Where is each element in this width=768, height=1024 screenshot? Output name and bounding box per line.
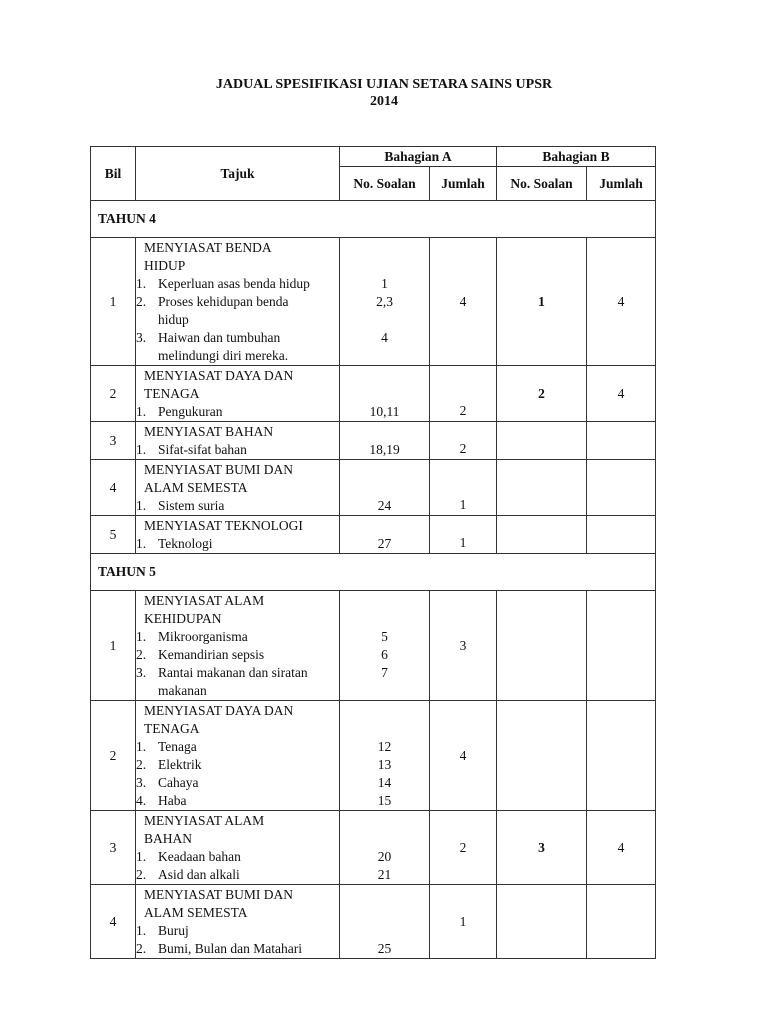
jumlah-b-cell (587, 885, 656, 959)
jumlah-b-cell (587, 422, 656, 460)
spacer (340, 702, 429, 720)
subtopic-number: 2. (136, 941, 147, 956)
no-soalan-b-cell (497, 516, 587, 554)
no-soalan-a-cell (340, 422, 430, 460)
subtopic-item (136, 792, 339, 810)
subtopic-item (136, 664, 339, 700)
no-soalan-a-cell (340, 238, 430, 366)
subtopic-item (136, 535, 339, 553)
subtopic-text: Proses kehidupan benda (158, 294, 289, 309)
tajuk-cell (136, 516, 340, 554)
header-jumlah-b: Jumlah (587, 167, 656, 201)
subtopic-text: Teknologi (158, 536, 213, 551)
topic-heading-line: MENYIASAT TEKNOLOGI (144, 518, 303, 533)
header-bahagian-b: Bahagian B (497, 147, 656, 167)
subtopic-number: 1. (136, 536, 147, 551)
section-row (91, 554, 656, 591)
question-number: 7 (381, 665, 388, 680)
bil-cell: 1 (91, 238, 136, 366)
subtopic-number: 2. (136, 294, 147, 309)
jumlah-b-cell: 4 (587, 366, 656, 422)
tajuk-cell (136, 701, 340, 811)
subtopic-number: 2. (136, 757, 147, 772)
subtopic-number: 1. (136, 849, 147, 864)
subtopic-number: 3. (136, 665, 147, 680)
spacer (340, 812, 429, 830)
tajuk-cell (136, 422, 340, 460)
subtopic-text: melindungi diri mereka. (158, 348, 289, 363)
topic-heading-line: MENYIASAT DAYA DAN (144, 368, 294, 383)
section-label: TAHUN 5 (91, 554, 656, 591)
question-number: 15 (377, 793, 392, 808)
document-year: 2014 (370, 94, 398, 109)
subtopic-number: 2. (136, 647, 147, 662)
spacer (340, 682, 429, 700)
subtopic-number: 4. (136, 793, 147, 808)
subtopic-text: Cahaya (158, 775, 199, 790)
question-number: 1 (381, 276, 388, 291)
topic-row (91, 591, 656, 701)
subtopic-text: hidup (158, 312, 189, 327)
spacer (340, 886, 429, 904)
question-number: 14 (377, 775, 392, 790)
subtopic-number: 3. (136, 775, 147, 790)
spacer (340, 347, 429, 365)
jumlah-b-cell (587, 460, 656, 516)
question-number: 18,19 (369, 442, 400, 457)
spacer (340, 257, 429, 275)
spacer (340, 423, 429, 441)
jumlah-b-cell: 4 (587, 811, 656, 885)
subtopic-text: Pengukuran (158, 404, 223, 419)
topic-heading-line: MENYIASAT ALAM (144, 593, 265, 608)
jumlah-a-cell: 3 (430, 591, 497, 701)
topic-heading-line: HIDUP (144, 258, 186, 273)
topic-row (91, 366, 656, 422)
topic-heading-line: MENYIASAT BAHAN (144, 424, 274, 439)
jumlah-b-cell: 4 (587, 238, 656, 366)
subtopic-item (136, 940, 339, 958)
topic-heading-line: MENYIASAT DAYA DAN (144, 703, 294, 718)
topic-heading-line: ALAM SEMESTA (144, 905, 248, 920)
jumlah-b-cell (587, 591, 656, 701)
question-number: 10,11 (369, 404, 400, 419)
spacer (340, 610, 429, 628)
no-soalan-a-cell (340, 591, 430, 701)
jumlah-b-cell (587, 516, 656, 554)
no-soalan-a-cell (340, 516, 430, 554)
jumlah-b-cell (587, 701, 656, 811)
bil-cell: 2 (91, 366, 136, 422)
topic-row (91, 811, 656, 885)
spacer (340, 720, 429, 738)
spacer (340, 592, 429, 610)
subtopic-text: Buruj (158, 923, 189, 938)
table-body (91, 201, 656, 959)
topic-heading-line: KEHIDUPAN (144, 611, 222, 626)
question-number: 27 (377, 536, 392, 551)
subtopic-item (136, 497, 339, 515)
subtopic-number: 1. (136, 629, 147, 644)
no-soalan-a-cell (340, 885, 430, 959)
question-number: 21 (377, 867, 392, 882)
topic-row (91, 238, 656, 366)
subtopic-number: 2. (136, 867, 147, 882)
topic-row (91, 422, 656, 460)
question-number: 20 (377, 849, 392, 864)
section-row (91, 201, 656, 238)
tajuk-cell (136, 366, 340, 422)
subtopic-text: Haba (158, 793, 187, 808)
topic-heading-line: BAHAN (144, 831, 193, 846)
subtopic-text: makanan (158, 683, 207, 698)
spacer (340, 830, 429, 848)
topic-heading-line: MENYIASAT BUMI DAN (144, 887, 294, 902)
question-number: 5 (381, 629, 388, 644)
subtopic-text: Tenaga (158, 739, 197, 754)
subtopic-item (136, 628, 339, 646)
question-number: 13 (377, 757, 392, 772)
subtopic-item (136, 756, 339, 774)
topic-row (91, 885, 656, 959)
no-soalan-b-cell (497, 591, 587, 701)
subtopic-item (136, 329, 339, 365)
subtopic-item (136, 646, 339, 664)
topic-row (91, 516, 656, 554)
no-soalan-b-cell: 1 (497, 238, 587, 366)
no-soalan-a-cell (340, 366, 430, 422)
jumlah-a-cell: 2 (430, 811, 497, 885)
subtopic-item (136, 738, 339, 756)
no-soalan-b-cell: 3 (497, 811, 587, 885)
subtopic-item (136, 293, 339, 329)
header-no-soalan-a: No. Soalan (340, 167, 430, 201)
subtopic-number: 1. (136, 442, 147, 457)
subtopic-item (136, 922, 339, 940)
question-number: 25 (377, 941, 392, 956)
no-soalan-b-cell (497, 422, 587, 460)
subtopic-text: Kemandirian sepsis (158, 647, 265, 662)
question-number: 6 (381, 647, 388, 662)
header-jumlah-a: Jumlah (430, 167, 497, 201)
subtopic-item (136, 774, 339, 792)
subtopic-item (136, 275, 339, 293)
header-no-soalan-b: No. Soalan (497, 167, 587, 201)
header-bil: Bil (91, 147, 136, 201)
spacer (340, 461, 429, 479)
topic-heading-line: TENAGA (144, 386, 200, 401)
question-number: 4 (381, 330, 388, 345)
subtopic-text: Bumi, Bulan dan Matahari (158, 941, 302, 956)
subtopic-text: Asid dan alkali (158, 867, 240, 882)
subtopic-number: 1. (136, 739, 147, 754)
bil-cell: 4 (91, 460, 136, 516)
jumlah-a-cell: 1 (430, 885, 497, 959)
header-tajuk: Tajuk (136, 147, 340, 201)
spacer (340, 311, 429, 329)
jumlah-a-cell: 4 (430, 238, 497, 366)
section-label: TAHUN 4 (91, 201, 656, 238)
bil-cell: 4 (91, 885, 136, 959)
question-number: 2,3 (376, 294, 393, 309)
no-soalan-a-cell (340, 811, 430, 885)
spacer (340, 367, 429, 385)
bil-cell: 1 (91, 591, 136, 701)
no-soalan-a-cell (340, 460, 430, 516)
subtopic-item (136, 866, 339, 884)
topic-heading-line: ALAM SEMESTA (144, 480, 248, 495)
subtopic-number: 1. (136, 923, 147, 938)
jumlah-a-cell: 1 (430, 460, 497, 516)
subtopic-item (136, 848, 339, 866)
subtopic-text: Haiwan dan tumbuhan (158, 330, 281, 345)
subtopic-item (136, 441, 339, 459)
subtopic-text: Elektrik (158, 757, 202, 772)
topic-heading-line: MENYIASAT ALAM (144, 813, 265, 828)
document-title: JADUAL SPESIFIKASI UJIAN SETARA SAINS UPSR (215, 77, 553, 92)
topic-row (91, 460, 656, 516)
spacer (340, 385, 429, 403)
topic-heading-line: MENYIASAT BENDA (144, 240, 272, 255)
subtopic-number: 1. (136, 404, 147, 419)
tajuk-cell (136, 591, 340, 701)
no-soalan-b-cell (497, 460, 587, 516)
subtopic-text: Mikroorganisma (158, 629, 248, 644)
subtopic-text: Keadaan bahan (158, 849, 241, 864)
jumlah-a-cell: 4 (430, 701, 497, 811)
topic-heading-line: TENAGA (144, 721, 200, 736)
header-bahagian-a: Bahagian A (340, 147, 497, 167)
question-number (340, 922, 429, 940)
bil-cell: 5 (91, 516, 136, 554)
no-soalan-b-cell: 2 (497, 366, 587, 422)
jumlah-a-cell: 2 (430, 422, 497, 460)
jumlah-a-cell: 1 (430, 516, 497, 554)
jumlah-a-cell: 2 (430, 366, 497, 422)
specification-table (90, 146, 656, 959)
subtopic-number: 3. (136, 330, 147, 345)
spacer (340, 904, 429, 922)
no-soalan-b-cell (497, 885, 587, 959)
bil-cell: 2 (91, 701, 136, 811)
tajuk-cell (136, 885, 340, 959)
subtopic-text: Sistem suria (158, 498, 225, 513)
tajuk-cell (136, 460, 340, 516)
subtopic-text: Rantai makanan dan siratan (158, 665, 308, 680)
spacer (340, 517, 429, 535)
no-soalan-b-cell (497, 701, 587, 811)
topic-row (91, 701, 656, 811)
no-soalan-a-cell (340, 701, 430, 811)
tajuk-cell (136, 811, 340, 885)
question-number: 12 (377, 739, 392, 754)
tajuk-cell (136, 238, 340, 366)
bil-cell: 3 (91, 422, 136, 460)
subtopic-number: 1. (136, 498, 147, 513)
subtopic-number: 1. (136, 276, 147, 291)
subtopic-item (136, 403, 339, 421)
bil-cell: 3 (91, 811, 136, 885)
topic-heading-line: MENYIASAT BUMI DAN (144, 462, 294, 477)
question-number: 24 (377, 498, 392, 513)
spacer (340, 239, 429, 257)
subtopic-text: Keperluan asas benda hidup (158, 276, 310, 291)
subtopic-text: Sifat-sifat bahan (158, 442, 247, 457)
spacer (340, 479, 429, 497)
